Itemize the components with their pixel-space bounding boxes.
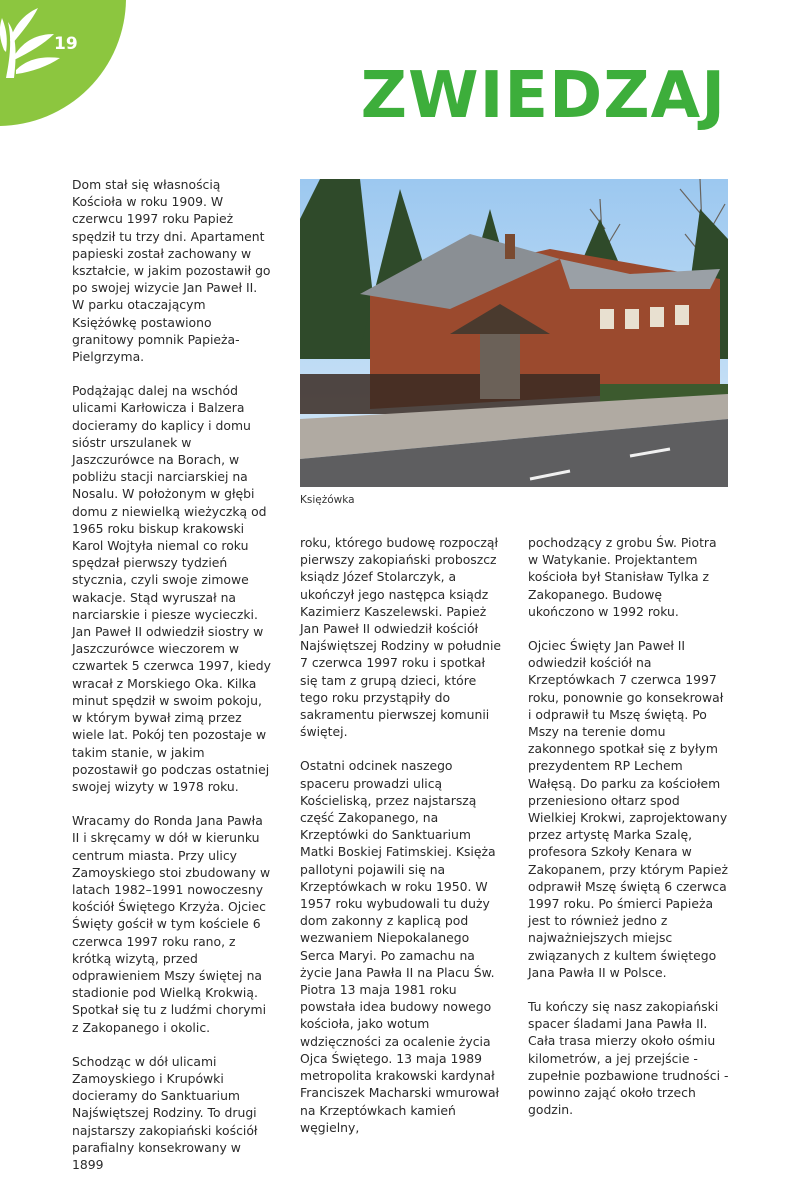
text-column-1 bbox=[72, 176, 272, 1190]
paragraph: pochodzący z grobu Św. Piotra w Watykanie. Projektantem kościoła był Stanisław Tylka z Zakopanego. Budowę ukończono w 1992 roku. bbox=[528, 535, 717, 619]
corner-badge bbox=[0, 0, 126, 126]
paragraph: Ojciec Święty Jan Paweł II odwiedził kościół na Krzeptówkach 7 czerwca 1997 roku, ponownie go konsekrował i odprawił tu Mszę świętą. Po Mszy na terenie domu zakonnego spotkał się z byłym prezydentem RP Lechem Wałęsą. Do parku za kościołem przeniesiono ołtarz spod Wielkiej Krokwi, zaprojektowany przez artystę Marka Szalę, profesora Szkoły Kenara w Zakopanem, przy którym Papież odprawił Mszę świętą 6 czerwca 1997 roku. Po śmierci Papieża jest to również jedno z najważniejszych miejsc związanych z kultem świętego Jana Pawła II w Polsce. bbox=[528, 638, 729, 980]
paragraph: Tu kończy się nasz zakopiański spacer śladami Jana Pawła II. Cała trasa mierzy około ośmiu kilometrów, a jej przejście - zupełnie pozbawione trudności - powinno zająć około trzech godzin. bbox=[528, 999, 729, 1118]
paragraph: roku, którego budowę rozpoczął pierwszy zakopiański proboszcz ksiądz Józef Stolarczyk, a ukończył jego następca ksiądz Kazimierz Kaszelewski. Papież Jan Paweł II odwiedził kościół Najświętszej Rodziny w południe 7 czerwca 1997 roku i spotkał się tam z grupą dzieci, które tego roku przystąpiły do sakramentu pierwszej komunii świętej. bbox=[300, 535, 502, 740]
paragraph: Podążając dalej na wschód ulicami Karłowicza i Balzera docieramy do kaplicy i domu sióstr urszulanek w Jaszczurówce na Borach, w pobliżu stacji narciarskiej na Nosalu. W położonym w głębi domu z niewielką wieżyczką od 1965 roku biskup krakowski Karol Wojtyła niemal co roku spędzał pierwszy tydzień stycznia, czyli swoje zimowe wakacje. Stąd wyruszał na narciarskie i piesze wycieczki. Jan Paweł II odwiedził siostry w Jaszczurówce wieczorem w czwartek 5 czerwca 1997, kiedy wracał z Morskiego Oka. Kilka minut spędził w swoim pokoju, w którym bywał zimą przez wiele lat. Pokój ten pozostaje w takim stanie, w jakim pozostawił go podczas ostatniej swojej wizyty w 1978 roku. bbox=[72, 383, 271, 794]
text-column-3 bbox=[528, 534, 730, 1136]
text-column-2 bbox=[300, 534, 502, 1153]
photo-caption: Księżówka bbox=[300, 494, 355, 506]
paragraph: Schodząc w dół ulicami Zamoyskiego i Krupówki docieramy do Sanktuarium Najświętszej Rodziny. To drugi najstarszy zakopiański kościół parafialny konsekrowany w 1899 bbox=[72, 1053, 258, 1172]
paragraph: Dom stał się własnością Kościoła w roku 1909. W czerwcu 1997 roku Papież spędził tu trzy dni. Apartament papieski został zachowany w kształcie, w jakim pozostawił go po swojej wizycie Jan Paweł II. W parku otaczającym Księżówkę postawiono granitowy pomnik Papieża-Pielgrzyma. bbox=[72, 177, 271, 365]
page-title: ZWIEDZAJ bbox=[360, 59, 726, 133]
photo-ksiezowka bbox=[300, 179, 728, 487]
photo-illustration bbox=[300, 179, 728, 487]
page-number: 19 bbox=[54, 34, 78, 54]
paragraph: Ostatni odcinek naszego spaceru prowadzi ulicą Kościeliską, przez najstarszą część Zakopanego, na Krzeptówki do Sanktuarium Matki Boskiej Fatimskiej. Księża pallotyni pojawili się na Krzeptówkach w roku 1950. W 1957 roku wybudowali tu duży dom zakonny z kaplicą pod wezwaniem Niepokalanego Serca Maryi. Po zamachu na życie Jana Pawła II na Placu Św. Piotra 13 maja 1981 roku powstała idea budowy nowego kościoła, jako wotum wdzięczności za ocalenie życia Ojca Świętego. 13 maja 1989 metropolita krakowski kardynał Franciszek Macharski wmurował na Krzeptówkach kamień węgielny, bbox=[300, 758, 500, 1135]
paragraph: Wracamy do Ronda Jana Pawła II i skręcamy w dół w kierunku centrum miasta. Przy ulicy Zamoyskiego stoi zbudowany w latach 1982–1991 nowoczesny kościół Świętego Krzyża. Ojciec Święty gościł w tym kościele 6 czerwca 1997 roku rano, z krótką wizytą, przed odprawieniem Mszy świętej na stadionie pod Wielką Krokwią. Spotkał się tu z ludźmi chorymi z Zakopanego i okolic. bbox=[72, 813, 271, 1035]
